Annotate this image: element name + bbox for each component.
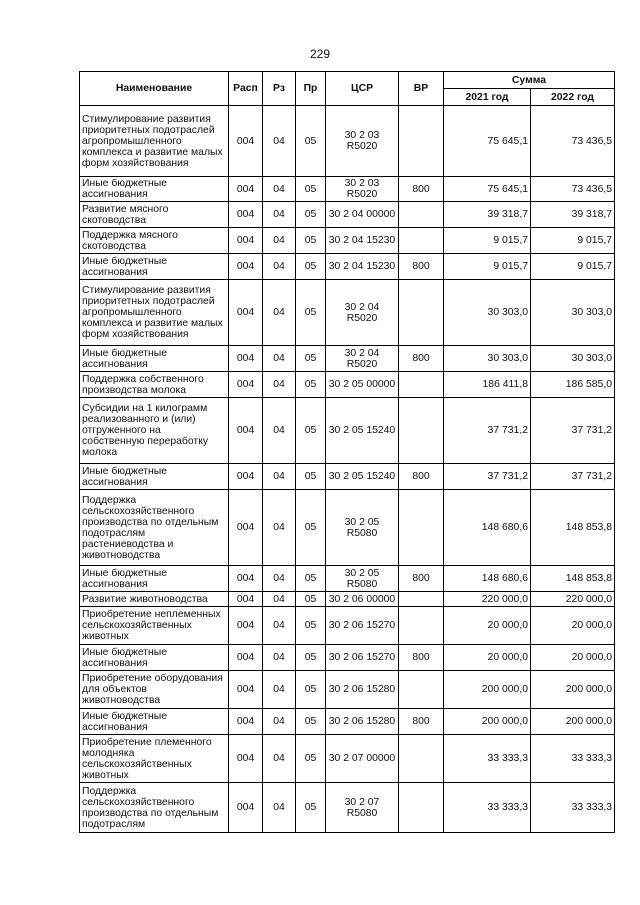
cell-csr: 30 2 06 15270 [326,645,399,671]
cell-vr [399,106,444,177]
cell-vr [399,783,444,833]
header-year-2022: 2022 год [531,89,615,106]
cell-vr [399,671,444,709]
cell-name: Приобретение племенного молодняка сельскохозяйственных животных [80,735,229,783]
cell-rasp: 004 [229,735,263,783]
table-row [80,177,615,202]
cell-rz: 04 [263,592,296,607]
cell-amount-2021: 37 731,2 [444,398,531,464]
cell-rz: 04 [263,645,296,671]
cell-name: Приобретение оборудования для объектов животноводства [80,671,229,709]
cell-amount-2021: 75 645,1 [444,106,531,177]
cell-name: Поддержка мясного скотоводства [80,228,229,254]
cell-pr: 05 [296,254,326,280]
cell-csr: 30 2 04 R5020 [326,346,399,372]
table-header [80,72,615,106]
cell-pr: 05 [296,735,326,783]
cell-pr: 05 [296,280,326,346]
cell-csr: 30 2 04 R5020 [326,280,399,346]
cell-amount-2021: 33 333,3 [444,783,531,833]
cell-csr: 30 2 05 15240 [326,398,399,464]
cell-rasp: 004 [229,280,263,346]
cell-rz: 04 [263,566,296,592]
cell-amount-2022: 148 853,8 [531,490,615,566]
table-row [80,490,615,566]
cell-csr: 30 2 07 00000 [326,735,399,783]
budget-table [79,71,615,833]
cell-amount-2022: 33 333,3 [531,735,615,783]
cell-rasp: 004 [229,398,263,464]
cell-csr: 30 2 06 15270 [326,607,399,645]
cell-amount-2022: 186 585,0 [531,372,615,398]
cell-pr: 05 [296,490,326,566]
cell-rasp: 004 [229,607,263,645]
header-year-2021: 2021 год [444,89,531,106]
cell-csr: 30 2 04 15230 [326,254,399,280]
cell-vr [399,592,444,607]
cell-pr: 05 [296,592,326,607]
cell-rasp: 004 [229,671,263,709]
cell-csr: 30 2 05 15240 [326,464,399,490]
cell-csr: 30 2 05 R5080 [326,566,399,592]
cell-vr [399,280,444,346]
cell-amount-2022: 37 731,2 [531,398,615,464]
cell-rasp: 004 [229,490,263,566]
cell-rasp: 004 [229,372,263,398]
cell-amount-2021: 186 411,8 [444,372,531,398]
cell-rasp: 004 [229,346,263,372]
cell-amount-2021: 200 000,0 [444,671,531,709]
cell-rasp: 004 [229,592,263,607]
cell-rz: 04 [263,177,296,202]
cell-name: Поддержка сельскохозяйственного производства по отдельным подотраслям [80,783,229,833]
table-row [80,254,615,280]
table-row [80,280,615,346]
cell-rz: 04 [263,106,296,177]
table-row [80,566,615,592]
cell-rasp: 004 [229,177,263,202]
cell-pr: 05 [296,645,326,671]
cell-pr: 05 [296,177,326,202]
cell-rz: 04 [263,783,296,833]
cell-name: Приобретение неплеменных сельскохозяйственных животных [80,607,229,645]
cell-vr [399,202,444,228]
cell-pr: 05 [296,398,326,464]
cell-pr: 05 [296,106,326,177]
cell-rz: 04 [263,490,296,566]
cell-name: Поддержка собственного производства молока [80,372,229,398]
cell-vr [399,735,444,783]
cell-rasp: 004 [229,106,263,177]
cell-rasp: 004 [229,645,263,671]
cell-amount-2021: 20 000,0 [444,645,531,671]
cell-rasp: 004 [229,464,263,490]
cell-csr: 30 2 03 R5020 [326,177,399,202]
header-vr: ВР [399,72,444,106]
cell-amount-2022: 9 015,7 [531,228,615,254]
cell-vr [399,607,444,645]
cell-rz: 04 [263,607,296,645]
cell-pr: 05 [296,464,326,490]
cell-rasp: 004 [229,709,263,735]
cell-vr: 800 [399,346,444,372]
cell-vr: 800 [399,566,444,592]
header-rasp: Расп [229,72,263,106]
cell-name: Развитие мясного скотоводства [80,202,229,228]
cell-amount-2021: 9 015,7 [444,254,531,280]
cell-name: Субсидии на 1 килограмм реализованного и (или) отгруженного на собственную переработку молока [80,398,229,464]
cell-vr [399,372,444,398]
cell-csr: 30 2 06 15280 [326,671,399,709]
header-name: Наименование [80,72,229,106]
cell-rasp: 004 [229,228,263,254]
cell-rasp: 004 [229,566,263,592]
cell-vr: 800 [399,709,444,735]
cell-amount-2021: 200 000,0 [444,709,531,735]
cell-amount-2022: 20 000,0 [531,645,615,671]
cell-rz: 04 [263,464,296,490]
cell-pr: 05 [296,607,326,645]
cell-rz: 04 [263,372,296,398]
cell-vr: 800 [399,177,444,202]
cell-amount-2021: 9 015,7 [444,228,531,254]
header-csr: ЦСР [326,72,399,106]
cell-rasp: 004 [229,202,263,228]
cell-name: Иные бюджетные ассигнования [80,645,229,671]
cell-csr: 30 2 06 00000 [326,592,399,607]
cell-name: Стимулирование развития приоритетных подотраслей агропромышленного комплекса и развитие малых форм хозяйствования [80,280,229,346]
cell-amount-2022: 39 318,7 [531,202,615,228]
table-row [80,671,615,709]
cell-amount-2021: 20 000,0 [444,607,531,645]
cell-name: Иные бюджетные ассигнования [80,709,229,735]
cell-csr: 30 2 07 R5080 [326,783,399,833]
cell-vr [399,398,444,464]
table-row [80,709,615,735]
cell-amount-2022: 148 853,8 [531,566,615,592]
cell-rz: 04 [263,709,296,735]
table-row [80,106,615,177]
cell-name: Иные бюджетные ассигнования [80,254,229,280]
cell-amount-2022: 30 303,0 [531,280,615,346]
cell-rz: 04 [263,398,296,464]
cell-csr: 30 2 05 00000 [326,372,399,398]
cell-amount-2021: 39 318,7 [444,202,531,228]
cell-pr: 05 [296,372,326,398]
cell-csr: 30 2 04 00000 [326,202,399,228]
table-row [80,346,615,372]
table-row [80,592,615,607]
cell-pr: 05 [296,566,326,592]
cell-pr: 05 [296,202,326,228]
cell-amount-2022: 37 731,2 [531,464,615,490]
cell-name: Поддержка сельскохозяйственного производства по отдельным подотраслям растениеводства и животноводства [80,490,229,566]
cell-rz: 04 [263,254,296,280]
cell-vr: 800 [399,464,444,490]
cell-amount-2022: 200 000,0 [531,671,615,709]
cell-amount-2022: 30 303,0 [531,346,615,372]
cell-vr: 800 [399,254,444,280]
cell-pr: 05 [296,228,326,254]
cell-rz: 04 [263,228,296,254]
cell-rz: 04 [263,735,296,783]
cell-rasp: 004 [229,254,263,280]
cell-csr: 30 2 04 15230 [326,228,399,254]
cell-name: Иные бюджетные ассигнования [80,177,229,202]
cell-amount-2021: 30 303,0 [444,346,531,372]
cell-rasp: 004 [229,783,263,833]
table-row [80,398,615,464]
cell-rz: 04 [263,671,296,709]
cell-amount-2022: 9 015,7 [531,254,615,280]
table-row [80,735,615,783]
cell-amount-2022: 33 333,3 [531,783,615,833]
cell-name: Иные бюджетные ассигнования [80,346,229,372]
header-rz: Рз [263,72,296,106]
cell-amount-2021: 148 680,6 [444,566,531,592]
cell-amount-2022: 20 000,0 [531,607,615,645]
cell-amount-2022: 200 000,0 [531,709,615,735]
cell-csr: 30 2 06 15280 [326,709,399,735]
cell-amount-2021: 37 731,2 [444,464,531,490]
cell-name: Развитие животноводства [80,592,229,607]
header-pr: Пр [296,72,326,106]
cell-pr: 05 [296,671,326,709]
cell-name: Иные бюджетные ассигнования [80,464,229,490]
table-row [80,783,615,833]
cell-amount-2022: 73 436,5 [531,177,615,202]
cell-csr: 30 2 03 R5020 [326,106,399,177]
cell-amount-2021: 220 000,0 [444,592,531,607]
cell-amount-2021: 75 645,1 [444,177,531,202]
cell-amount-2021: 30 303,0 [444,280,531,346]
table-row [80,202,615,228]
cell-pr: 05 [296,783,326,833]
table-row [80,372,615,398]
cell-amount-2022: 220 000,0 [531,592,615,607]
cell-rz: 04 [263,202,296,228]
table-row [80,645,615,671]
cell-rz: 04 [263,346,296,372]
table-row [80,607,615,645]
cell-pr: 05 [296,709,326,735]
page-number: 229 [309,47,331,61]
cell-amount-2021: 33 333,3 [444,735,531,783]
cell-pr: 05 [296,346,326,372]
cell-amount-2021: 148 680,6 [444,490,531,566]
cell-rz: 04 [263,280,296,346]
cell-name: Стимулирование развития приоритетных подотраслей агропромышленного комплекса и развитие малых форм хозяйствования [80,106,229,177]
cell-vr [399,490,444,566]
table-row [80,228,615,254]
cell-csr: 30 2 05 R5080 [326,490,399,566]
table-body [80,106,615,833]
cell-vr [399,228,444,254]
header-sum: Сумма [444,72,615,89]
cell-amount-2022: 73 436,5 [531,106,615,177]
cell-name: Иные бюджетные ассигнования [80,566,229,592]
table-row [80,464,615,490]
cell-vr: 800 [399,645,444,671]
